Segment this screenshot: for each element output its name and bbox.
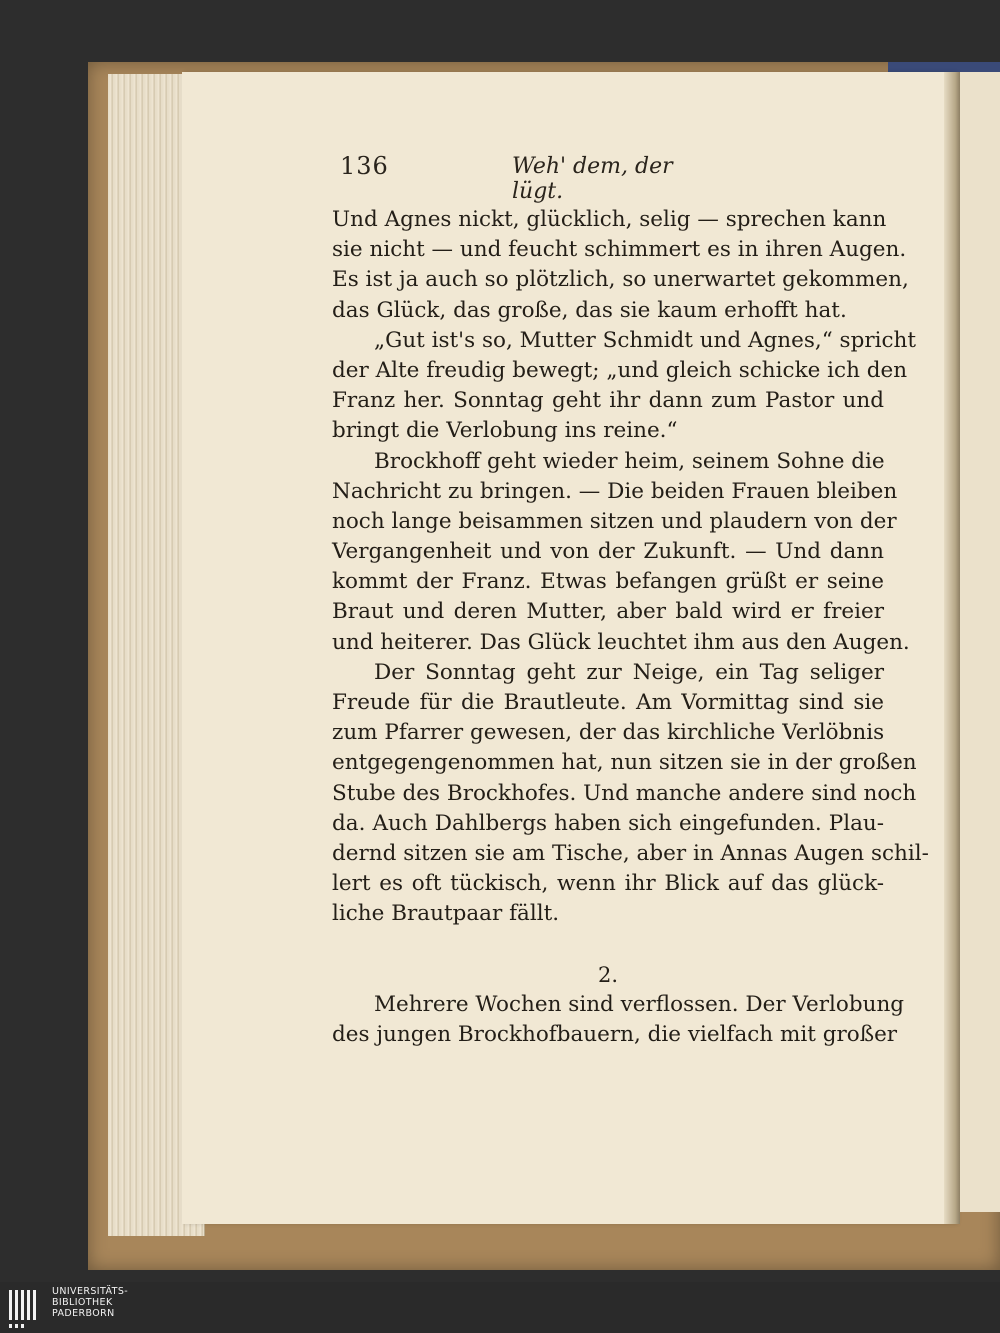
text-line: Vergangenheit und von der Zukunft. — Und dann [332,539,884,565]
text-line: noch lange beisammen sitzen und plaudern von der [332,508,897,534]
text-line: entgegengenommen hat, nun sitzen sie in der großen [332,750,917,776]
text-line: Franz her. Sonntag geht ihr dann zum Pastor und [332,388,884,414]
text-line: Nachricht zu bringen. — Die beiden Frauen bleiben [332,478,898,504]
text-line: kommt der Franz. Etwas befangen grüßt er seine [332,569,884,595]
text-line: Mehrere Wochen sind verflossen. Der Verlobung [374,991,905,1017]
library-logo-icon [6,1286,46,1330]
section-number: 2. [597,962,619,987]
footer-bar [0,1282,1000,1333]
text-line: liche Brautpaar fällt. [332,901,560,927]
logo-line: PADERBORN [52,1308,115,1319]
text-line: des jungen Brockhofbauern, die vielfach mit großer [332,1021,898,1047]
text-line: zum Pfarrer gewesen, der das kirchliche Verlöbnis [332,720,885,746]
library-logo-text [52,1286,128,1319]
page-number: 136 [340,152,389,180]
text-line: Freude für die Brautleute. Am Vormittag sind sie [332,690,884,715]
body-text [332,205,929,1050]
text-line: Brockhoff geht wieder heim, seinem Sohne die [374,448,885,474]
text-line: Braut und deren Mutter, aber bald wird er freier [332,599,884,625]
text-line: da. Auch Dahlbergs haben sich eingefunden. Plau- [332,810,884,836]
facing-page [960,72,1000,1212]
book-gutter [944,72,960,1224]
text-line: „Gut ist's so, Mutter Schmidt und Agnes,“ spricht [374,327,917,353]
text-line: lert es oft tückisch, wenn ihr Blick auf das glück- [332,871,884,897]
running-head [340,152,720,204]
text-line: Der Sonntag geht zur Neige, ein Tag seliger [374,659,884,685]
text-line: Es ist ja auch so plötzlich, so unerwartet gekommen, [332,267,909,293]
text-line: sie nicht — und feucht schimmert es in ihren Augen. [332,237,907,263]
text-line: das Glück, das große, das sie kaum erhofft hat. [332,297,847,323]
logo-line: UNIVERSITÄTS- [52,1286,129,1297]
text-line: Und Agnes nickt, glücklich, selig — sprechen kann [332,207,887,232]
text-line: der Alte freudig bewegt; „und gleich schicke ich den [332,357,908,383]
text-line: Stube des Brockhofes. Und manche andere sind noch [332,780,917,806]
text-line: und heiterer. Das Glück leuchtet ihm aus den Augen. [332,629,910,655]
running-title: Weh' dem, der lügt. [512,154,673,204]
text-line: bringt die Verlobung ins reine.“ [332,418,678,444]
logo-line: BIBLIOTHEK [52,1297,113,1308]
text-line: dernd sitzen sie am Tische, aber in Annas Augen schil- [332,840,929,866]
